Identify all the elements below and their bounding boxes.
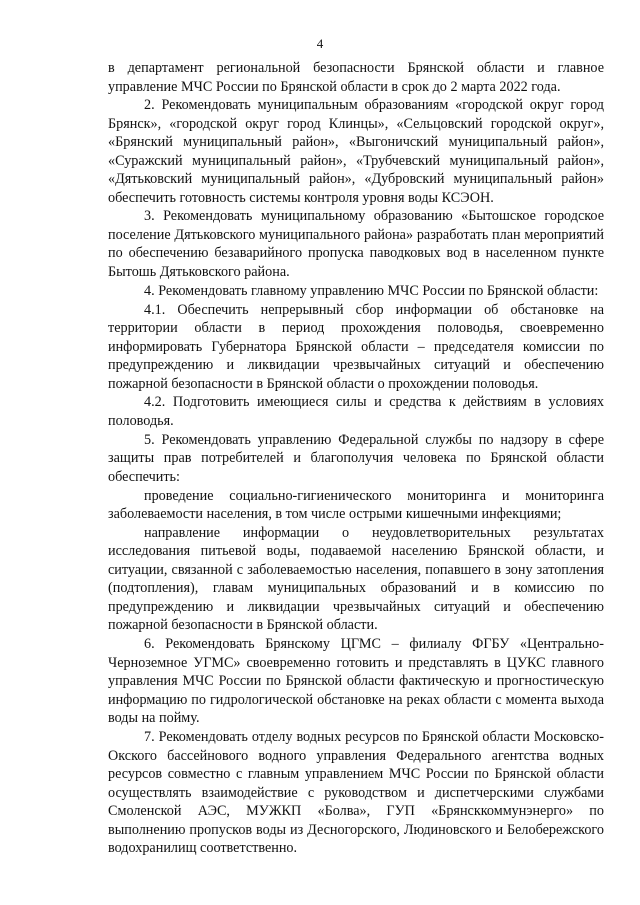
paragraph-item-2: 2. Рекомендовать муниципальным образованиям «городской округ город Брянск», «городской округ город Клинцы», «Сельцовский городской округ», «Брянский муниципальный район», «Выгоничский муниципальный район», «Суражский муниципальный район», «Трубчевский муниципальный район», «Дятьковский муниципальный район», «Дубровский муниципальный район» обеспечить готовность системы контроля уровня воды КСЭОН. <box>108 97 604 206</box>
paragraph-item-4-2: 4.2. Подготовить имеющиеся силы и средства к действиям в условиях половодья. <box>108 394 604 429</box>
page-number: 4 <box>316 36 324 51</box>
document-body <box>108 59 604 858</box>
paragraph-item-3: 3. Рекомендовать муниципальному образованию «Бытошское городское поселение Дятьковского муниципального района» разработать план мероприятий по обеспечению безаварийного пропуска паводковых вод в населенном пункте Бытошь Дятьковского района. <box>108 208 604 281</box>
paragraph-item-6: 6. Рекомендовать Брянскому ЦГМС – филиалу ФГБУ «Центрально-Черноземное УГМС» своевременно готовить и представлять в ЦУКС главного управления МЧС России по Брянской области фактическую и прогностическую информацию по гидрологической обстановке на реках области с момента выхода воды на пойму. <box>108 635 604 727</box>
paragraph-item-5-information: направление информации о неудовлетворительных результатах исследования питьевой воды, подаваемой населению Брянской области, и ситуации, связанной с заболеваемостью населения, попавшего в зону затопления (подтопления), главам муниципальных образований и в комиссию по предупреждению и ликвидации чрезвычайных ситуаций и обеспечению пожарной безопасности в Брянской области. <box>108 524 604 634</box>
paragraph-item-4-1: 4.1. Обеспечить непрерывный сбор информации об обстановке на территории области в период прохождения половодья, своевременно информировать Губернатора Брянской области – председателя комиссии по предупреждению и ликвидации чрезвычайных ситуаций и обеспечению пожарной безопасности в Брянской области о прохождении половодья. <box>108 301 604 392</box>
paragraph-item-4: 4. Рекомендовать главному управлению МЧС России по Брянской области: <box>144 282 599 299</box>
paragraph-continuation: в департамент региональной безопасности Брянской области и главное управление МЧС России по Брянской области в срок до 2 марта 2022 года. <box>108 60 604 95</box>
paragraph-item-7: 7. Рекомендовать отделу водных ресурсов по Брянской области Московско-Окского бассейнового водного управления Федерального агентства водных ресурсов совместно с главным управлением МЧС России по Брянской области осуществлять взаимодействие с руководством и диспетчерскими службами Смоленской АЭС, МУЖКП «Болва», ГУП «Брянсккоммунэнерго» по выполнению пропусков воды из Десногорского, Людиновского и Белобережского водохранилищ соответственно. <box>108 729 604 857</box>
paragraph-item-5-monitoring: проведение социально-гигиенического мониторинга и мониторинга заболеваемости населения, в том числе острыми кишечными инфекциями; <box>108 487 604 523</box>
paragraph-item-5: 5. Рекомендовать управлению Федеральной службы по надзору в сфере защиты прав потребителей и благополучия человека по Брянской области обеспечить: <box>108 431 604 486</box>
